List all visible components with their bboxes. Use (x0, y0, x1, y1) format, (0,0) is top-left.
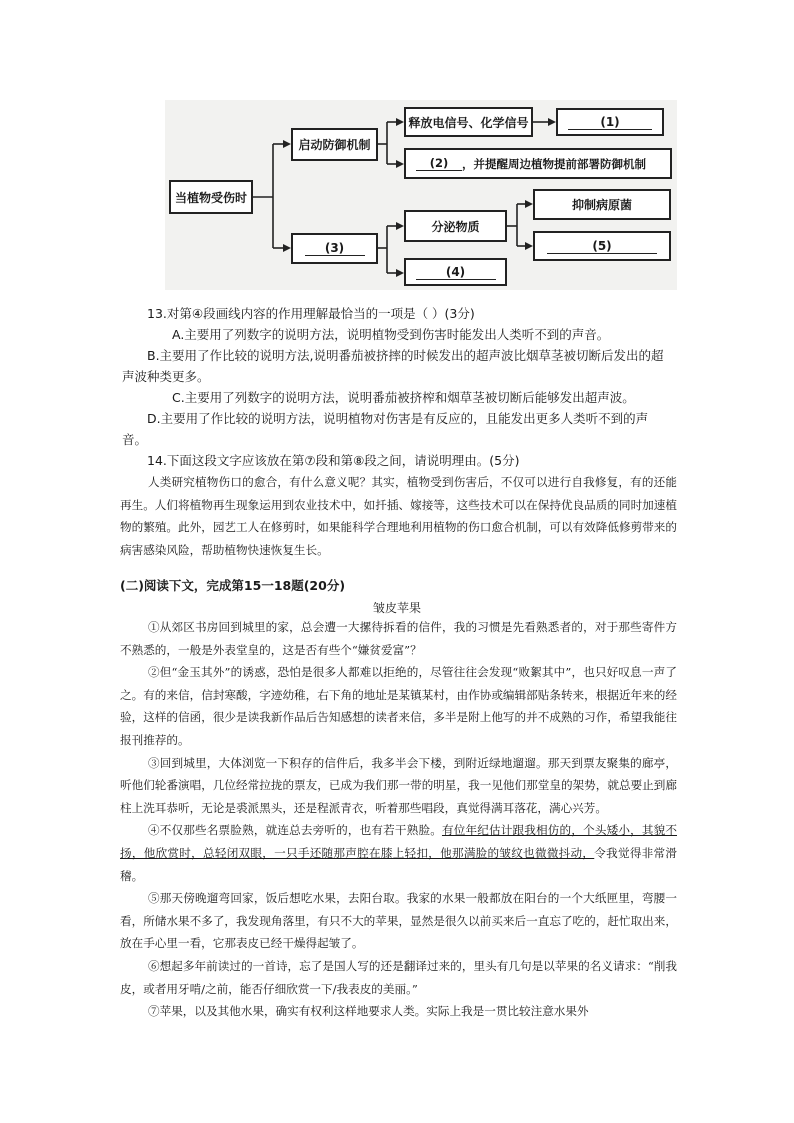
blank4-label: (4) (416, 265, 496, 280)
q13-option-b: B.主要用了作比较的说明方法,说明番茄被挤摔的时候发出的超声波比烟草茎被切断后发出的超声波种类更多。 (122, 348, 664, 384)
blank5-label: (5) (547, 239, 657, 254)
inhibit-box (533, 189, 671, 220)
defense-label: 启动防御机制 (298, 138, 371, 152)
root-box (169, 180, 253, 214)
paragraph-5: ⑤那天傍晚遛弯回家，饭后想吃水果，去阳台取。我家的水果一般都放在阳台的一个大纸匣里，弯腰一看，所储水果不多了，我发现角落里，有只不大的苹果，显然是很久以前买来后一直忘了吃的，赶忙取出来，放在手心里一看，它那表皮已经干燥得起皱了。 (120, 891, 677, 951)
blank1-box (556, 108, 664, 136)
question-14 (147, 450, 667, 471)
blank3-box (291, 233, 378, 264)
blank5-box (533, 231, 671, 261)
paragraph-4 (120, 819, 677, 887)
q14-stem: 14.下面这段文字应该放在第⑦段和第⑧段之间，请说明理由。(5分) (147, 453, 520, 468)
q14-passage (120, 471, 677, 561)
q14-passage-text: 人类研究植物伤口的愈合，有什么意义呢？其实，植物受到伤害后，不仅可以进行自我修复，有的还能再生。人们将植物再生现象运用到农业技术中，如扦插、嫁接等，这些技术可以在保持优良品质的同时加速植物的繁殖。此外，园艺工人在修剪时，如果能科学合理地利用植物的伤口愈合机制，可以有效降低修剪带来的病害感染风险，帮助植物快速恢复生长。 (120, 475, 677, 557)
q13-stem: 13.对第④段画线内容的作用理解最恰当的一项是（ ）(3分) (147, 306, 475, 321)
question-13 (122, 303, 667, 450)
paragraph-3: ③回到城里，大体浏览一下积存的信件后，我多半会下楼，到附近绿地遛遛。那天到票友聚集的廊亭，听他们轮番演唱，几位经常拉拢的票友，已成为我们那一带的明星，我一见他们那堂皇的架势，就总要止到廊柱上洗耳恭听，无论是裘派黑头，还是程派青衣，听着那些唱段，真觉得满耳落花，满心兴芳。 (120, 755, 677, 815)
paragraph-1: ①从郊区书房回到城里的家，总会遭一大摞待拆看的信件，我的习惯是先看熟悉者的，对于那些寄件方不熟悉的，一般是外表堂皇的，这是否有些个“嫌贫爱富”？ (120, 620, 677, 657)
blank2-label: (2) (416, 156, 462, 171)
root-label: 当植物受伤时 (174, 190, 247, 205)
secrete-box (404, 210, 507, 242)
blank4-box (404, 258, 507, 286)
paragraph-7: ⑦苹果，以及其他水果，确实有权利这样地要求人类。实际上我是一贯比较注意水果外 (148, 1004, 589, 1019)
defense-box (291, 128, 378, 161)
paragraph-2: ②但“金玉其外”的诱惑，恐怕是很多人都难以拒绝的，尽管往往会发现“败絮其中”，也只好叹息一声了之。有的来信，信封寒酸，字迹幼稚，右下角的地址是某镇某村，由作协或编辑部贴条转来，根据近年来的经验，这样的信函，很少是读我新作品后告知感想的读者来信，多半是附上他写的并不成熟的习作，希望我能往报刊推荐的。 (120, 665, 677, 747)
secrete-label: 分泌物质 (431, 219, 480, 234)
emit-signals-label: 释放电信号、化学信号 (408, 115, 529, 130)
q13-option-a: A.主要用了列数字的说明方法，说明植物受到伤害时能发出人类听不到的声音。 (172, 327, 610, 342)
blank2-suffix: ，并提醒周边植物提前部署防御机制 (462, 156, 646, 171)
q13-option-d: D.主要用了作比较的说明方法，说明植物对伤害是有反应的，且能发出更多人类听不到的声音。 (122, 411, 649, 447)
emit-signals-box (404, 107, 533, 137)
defense-flow-diagram (165, 100, 677, 290)
paragraph-6: ⑥想起多年前读过的一首诗，忘了是国人写的还是翻译过来的，里头有几句是以苹果的名义请求：“削我皮，或者用牙啃/之前，能否仔细欣赏一下/我表皮的美丽。” (120, 958, 677, 996)
article-body (120, 616, 677, 1023)
section2-heading: (二)阅读下文，完成第15一18题(20分) (120, 578, 346, 593)
blank1-label: (1) (568, 115, 652, 130)
inhibit-label: 抑制病原菌 (571, 198, 632, 212)
paragraph-4-start: ④不仅那些名票脸熟，就连总去旁听的，也有若干熟脸。 (148, 823, 442, 838)
blank3-label: (3) (305, 241, 365, 256)
article-title: 皱皮苹果 (372, 601, 421, 615)
blank2-box (404, 148, 672, 179)
paragraph-4-underlined: 有位年纪估计跟我相仿的，个头矮小，其貌不扬，他欣赏时，总轻闭双眼，一只手还随那声腔在膝上轻扣，他那满脸的皱纹也微微抖动， (120, 823, 677, 860)
paragraph-4-end: 令我觉得非常滑稽。 (120, 845, 677, 883)
q13-option-c: C.主要用了列数字的说明方法，说明番茄被挤榨和烟草茎被切断后能够发出超声波。 (172, 390, 635, 405)
